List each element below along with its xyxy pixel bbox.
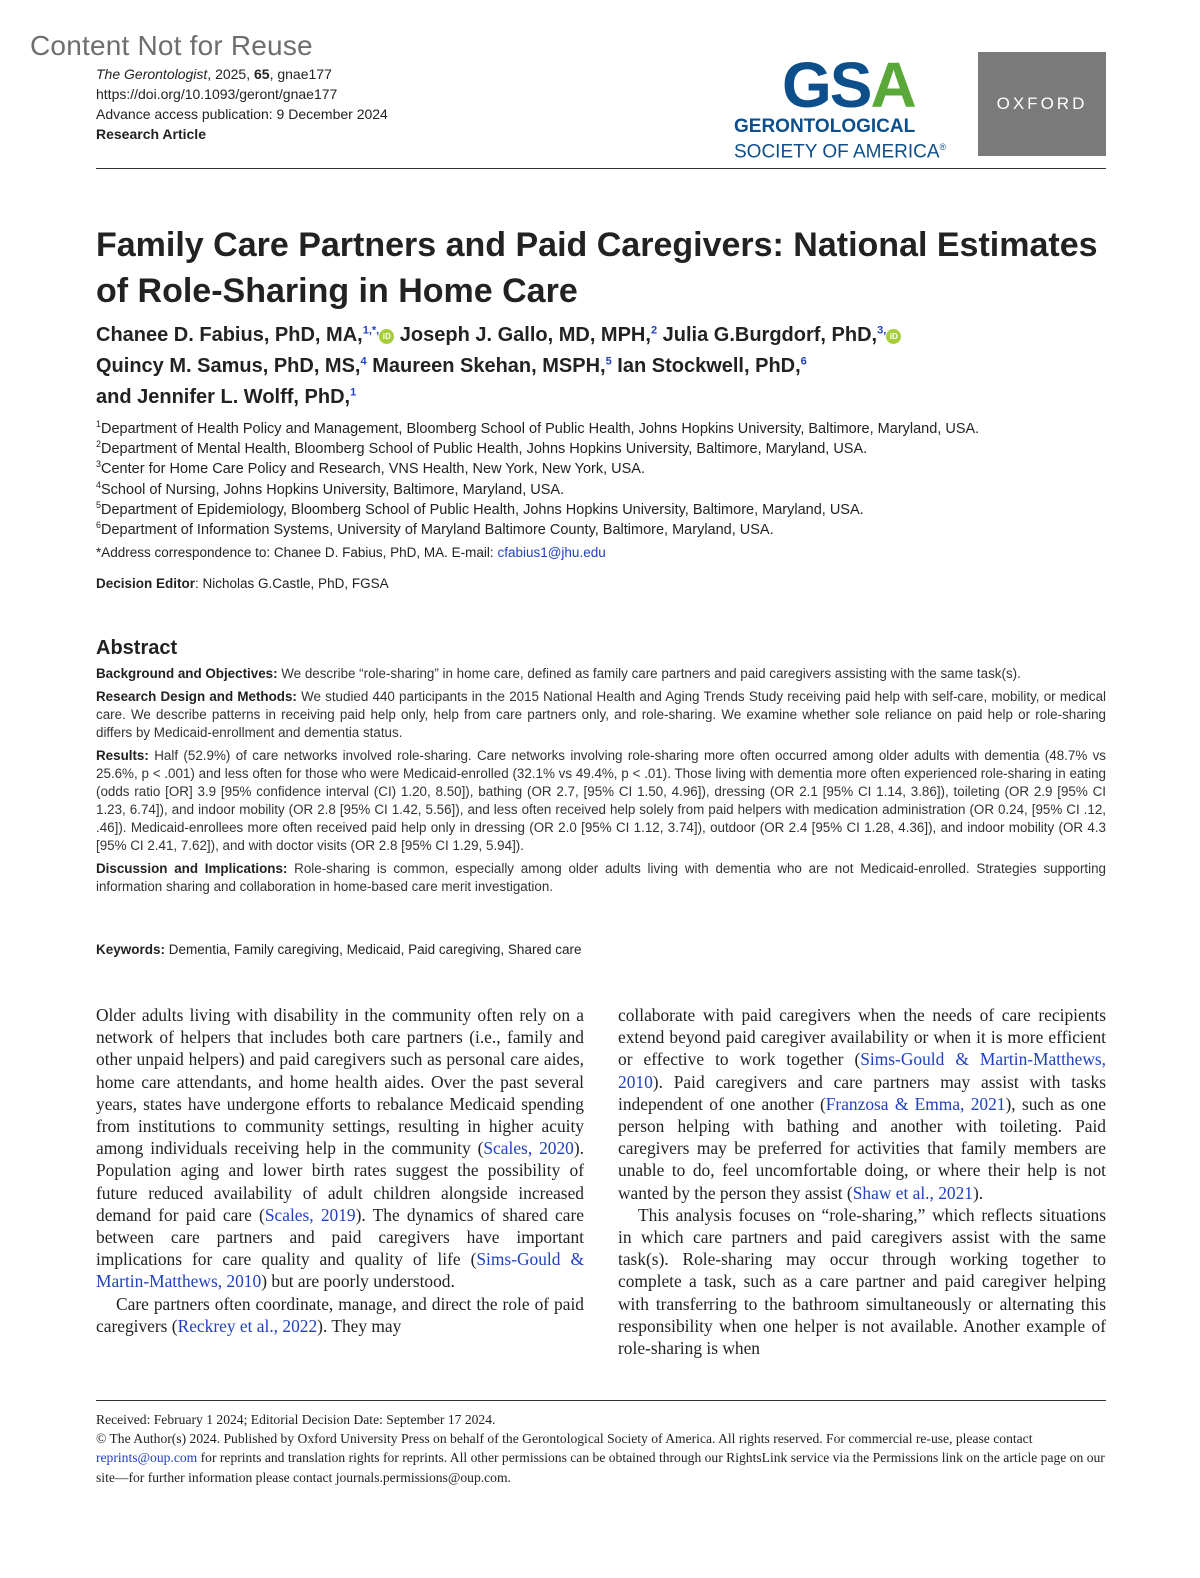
- gsa-name-line1: GERONTOLOGICAL: [734, 116, 916, 137]
- journal-volume: 65: [254, 66, 270, 82]
- watermark: Content Not for Reuse: [30, 30, 313, 61]
- abstract-background: [96, 665, 1106, 683]
- affiliation-text: Department of Health Policy and Management, Bloomberg School of Public Health, Johns Hopkins University, Baltimore, Maryland, USA.: [101, 421, 980, 437]
- footer-divider: [96, 1400, 1106, 1401]
- abstract-section-text: Half (52.9%) of care networks involved role-sharing. Care networks involving role-sharing more often occurred among older adults with dementia (48.7% vs 25.6%, p < .001) and less often for those who were Medicaid-enrolled (32.1% vs 49.4%, p < .01). Those living with dementia more often experienced role-sharing in eating (odds ratio [OR] 3.9 [95% confidence interval (CI) 1.20, 8.50]), bathing (OR 2.7, [95% CI 1.50, 4.96]), dressing (OR 2.1 [95% CI 1.14, 3.86]), toileting (OR 2.9 [95% CI 1.23, 6.74]), and indoor mobility (OR 2.8 [95% CI 1.42, 5.56]), and less often received help solely from paid helpers with medication administration (OR 0.24, [95% CI .12, .46]). Medicaid-enrollees more often received paid help only in dressing (OR 2.0 [95% CI 1.12, 3.74]), outdoor (OR 2.4 [95% CI 1.28, 4.36]), and indoor mobility (OR 4.3 [95% CI 2.41, 7.62]), and with doctor visits (OR 2.8 [95% CI 1.29, 5.94]).: [96, 748, 1106, 853]
- keywords: [96, 942, 581, 957]
- author-affil-ref: 5: [605, 355, 612, 368]
- author-name: Chanee D. Fabius, PhD, MA,: [96, 324, 363, 346]
- affiliation-item: [96, 500, 1106, 520]
- body-text: ).: [973, 1182, 984, 1203]
- decision-editor: [96, 576, 389, 591]
- body-paragraph: This analysis focuses on “role-sharing,” which reflects situations in which care partners and paid caregivers assist with the same task(s). Role-sharing may occur through working together to complete a task, such as a care partner and paid caregiver helping with transferring to the bathroom simultaneously or alternating this responsibility when one helper is not available. Another example of role-sharing is when: [618, 1204, 1106, 1359]
- body-text: Older adults living with disability in the community often rely on a network of helpers that includes both care partners (i.e., family and other unpaid helpers) and paid caregivers such as personal care aides, home care attendants, and home health aides. Over the past several years, states have undergone efforts to rebalance Medicaid spending from institutions to community settings, resulting in higher acuity among individuals receiving help in the community (: [96, 1005, 584, 1159]
- journal-name: The Gerontologist: [96, 66, 208, 82]
- abstract-section-label: Discussion and Implications:: [96, 861, 288, 876]
- gsa-letter-g: G: [782, 49, 830, 121]
- gsa-name-line2: SOCIETY OF AMERICA: [734, 141, 940, 163]
- author-name: Joseph J. Gallo, MD, MPH,: [399, 324, 651, 346]
- orcid-icon[interactable]: iD: [379, 329, 394, 344]
- citation-link[interactable]: Scales, 2019: [264, 1204, 356, 1225]
- author-affil-ref: 3,: [877, 324, 887, 337]
- affiliation-text: Department of Information Systems, University of Maryland Baltimore County, Baltimore, Maryland, USA.: [101, 522, 774, 539]
- gsa-logo: [734, 49, 966, 163]
- gsa-letter-a: A: [870, 49, 915, 121]
- affiliation-text: School of Nursing, Johns Hopkins University, Baltimore, Maryland, USA.: [101, 481, 565, 498]
- author-affil-ref: 6: [800, 355, 807, 368]
- citation-link[interactable]: Scales, 2020: [483, 1138, 574, 1159]
- keywords-text: Dementia, Family caregiving, Medicaid, Paid caregiving, Shared care: [165, 942, 582, 957]
- author-affil-ref: 1: [350, 386, 357, 399]
- abstract-section-label: Research Design and Methods:: [96, 689, 297, 704]
- decision-editor-name: : Nicholas G.Castle, PhD, FGSA: [195, 576, 389, 591]
- abstract-section-text: We studied 440 participants in the 2015 National Health and Aging Trends Study receiving paid help with self-care, mobility, or medical care. We describe patterns in receiving paid help only, help from care partners only, and role-sharing. We examine whether sole reliance on paid help or role-sharing differs by Medicaid-enrollment and dementia status.: [96, 689, 1106, 740]
- abstract-results: [96, 747, 1106, 855]
- abstract-section-label: Background and Objectives:: [96, 666, 278, 681]
- affiliation-number: 2: [96, 439, 102, 450]
- body-text: ). Paid caregivers and care partners may assist with tasks independent of one another (: [618, 1071, 1106, 1114]
- body-text: ). Population aging and lower birth rates suggest the possibility of future reduced availability of adult children alongside increased demand for paid care (: [96, 1138, 584, 1225]
- article-type: Research Article: [96, 126, 206, 142]
- affiliation-number: 6: [96, 520, 102, 531]
- affiliation-number: 1: [96, 419, 102, 430]
- copyright-text: for reprints and translation rights for reprints. All other permissions can be obtained through our RightsLink service via the Permissions link on the article page on our site—for further information please contact journals.permissions@oup.com.: [96, 1450, 1105, 1485]
- author-name: Julia G.Burgdorf, PhD,: [662, 324, 878, 346]
- affiliations: [96, 419, 1106, 540]
- correspondence-text: *Address correspondence to: Chanee D. Fabius, PhD, MA. E-mail:: [96, 545, 498, 560]
- journal-citation: [96, 64, 388, 84]
- gsa-registered-mark: ®: [939, 142, 947, 152]
- author-affil-ref: 2: [650, 324, 658, 337]
- author-name: Ian Stockwell, PhD,: [617, 355, 801, 377]
- reprints-email-link[interactable]: reprints@oup.com: [96, 1450, 198, 1466]
- page-footer: [96, 1410, 1106, 1487]
- body-text: ). They may: [317, 1315, 402, 1336]
- citation-link[interactable]: Reckrey et al., 2022: [177, 1315, 318, 1336]
- affiliation-number: 4: [96, 479, 102, 490]
- citation-link[interactable]: Sims-Gould & Martin-Matthews, 2010: [618, 1049, 1106, 1092]
- body-text: ) but are poorly understood.: [261, 1271, 455, 1292]
- author-affil-ref: 1,*,: [362, 324, 380, 337]
- copyright-text: © The Author(s) 2024. Published by Oxford University Press on behalf of the Gerontological Society of America. All rights reserved. For commercial re-use, please contact: [96, 1431, 1033, 1447]
- body-paragraph: [618, 1004, 1106, 1204]
- abstract-section-text: We describe “role-sharing” in home care, defined as family care partners and paid caregivers assisting with the same task(s).: [277, 666, 1021, 681]
- gsa-letter-s: S: [829, 49, 871, 121]
- decision-editor-label: Decision Editor: [96, 576, 196, 591]
- header-divider: [96, 168, 1106, 169]
- body-text: collaborate with paid caregivers when the needs of care recipients extend beyond paid caregiver availability or when it is more efficient or effective to work together (: [618, 1005, 1106, 1070]
- affiliation-item: [96, 480, 1106, 500]
- body-text: ), such as one person helping with bathing and another with toileting. Paid caregivers may be preferred for activities that family members are unable to do, feel uncomfortable doing, or where their help is not wanted by the person they assist (: [618, 1093, 1107, 1203]
- author-name: Maureen Skehan, MSPH,: [372, 355, 606, 377]
- affiliation-text: Center for Home Care Policy and Research, VNS Health, New York, New York, USA.: [101, 461, 646, 478]
- abstract-heading: Abstract: [96, 637, 178, 659]
- article-title: Family Care Partners and Paid Caregivers: National Estimates of Role-Sharing in Home Care: [96, 226, 1098, 310]
- gsa-logo-letters: [782, 49, 915, 121]
- abstract-section-text: Role-sharing is common, especially among older adults living with dementia who are not Medicaid-enrolled. Strategies supporting information sharing and collaboration in home-based care merit investigation.: [96, 861, 1106, 894]
- body-text: Care partners often coordinate, manage, and direct the role of paid caregivers (: [96, 1293, 584, 1336]
- author-list: [96, 320, 1106, 413]
- affiliation-text: Department of Mental Health, Bloomberg School of Public Health, Johns Hopkins University, Baltimore, Maryland, USA.: [101, 441, 868, 458]
- citation-link[interactable]: Franzosa & Emma, 2021: [825, 1093, 1006, 1114]
- oxford-logo: OXFORD: [978, 52, 1106, 156]
- correspondence-email-link[interactable]: cfabius1@jhu.edu: [497, 545, 606, 560]
- advance-access: Advance access publication: 9 December 2024: [96, 106, 388, 122]
- doi-link[interactable]: https://doi.org/10.1093/geront/gnae177: [96, 86, 338, 102]
- abstract-discussion: [96, 860, 1106, 896]
- body-column-right: [618, 1004, 1106, 1359]
- body-column-left: [96, 1004, 584, 1337]
- body-paragraph: [96, 1293, 584, 1337]
- author-name: Quincy M. Samus, PhD, MS,: [96, 355, 361, 377]
- abstract-methods: [96, 688, 1106, 742]
- affiliation-item: [96, 439, 1106, 459]
- citation-link[interactable]: Shaw et al., 2021: [852, 1182, 973, 1203]
- affiliation-item: [96, 419, 1106, 439]
- affiliation-number: 5: [96, 499, 102, 510]
- author-affil-ref: 4: [360, 355, 367, 368]
- keywords-label: Keywords:: [96, 942, 166, 957]
- journal-year: , 2025,: [207, 66, 254, 82]
- affiliation-number: 3: [96, 459, 102, 470]
- article-id: , gnae177: [269, 66, 332, 82]
- affiliation-text: Department of Epidemiology, Bloomberg School of Public Health, Johns Hopkins University, Baltimore, Maryland, USA.: [101, 501, 864, 518]
- citation-link[interactable]: Sims-Gould & Martin-Matthews, 2010: [96, 1249, 584, 1292]
- gsa-logo-name: [734, 116, 946, 162]
- affiliation-item: [96, 459, 1106, 479]
- body-text: ). The dynamics of shared care between care partners and paid caregivers have important implications for care quality and quality of life (: [96, 1204, 584, 1270]
- received-dates: Received: February 1 2024; Editorial Decision Date: September 17 2024.: [96, 1412, 496, 1427]
- copyright-notice: [96, 1429, 1106, 1487]
- body-paragraph: [96, 1004, 584, 1293]
- affiliation-item: [96, 520, 1106, 540]
- article-meta: [96, 64, 388, 144]
- orcid-icon[interactable]: iD: [886, 329, 901, 344]
- correspondence: [96, 545, 606, 560]
- abstract-body: [96, 665, 1106, 901]
- author-name: and Jennifer L. Wolff, PhD,: [96, 386, 351, 408]
- abstract-section-label: Results:: [96, 748, 149, 763]
